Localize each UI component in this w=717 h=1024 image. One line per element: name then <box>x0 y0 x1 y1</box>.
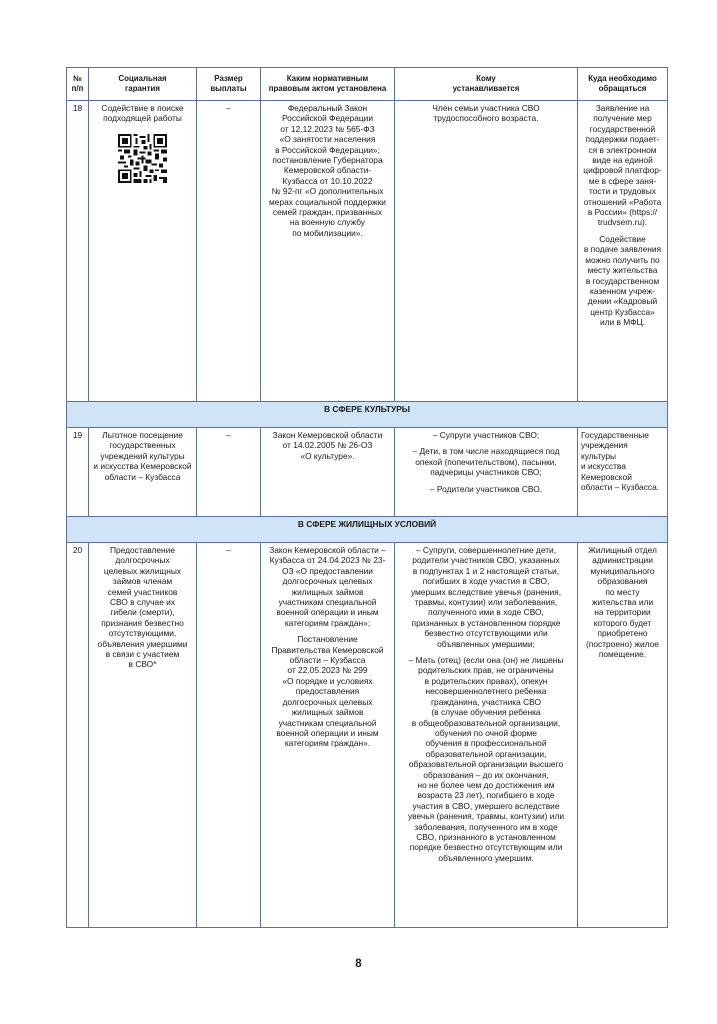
header-guarantee: Социальная гарантия <box>89 68 197 101</box>
where-cell: Государственные учреждения культуры и искусства Кемеровской области – Кузбасса. <box>578 428 668 517</box>
table-header-row <box>67 68 668 101</box>
guarantee-cell <box>89 101 197 402</box>
table-row <box>67 101 668 402</box>
where-cell: Жилищный отдел администрации муниципального образования по месту жительства или на территории которого будет приобретено (построено) жилое помещение. <box>578 543 668 928</box>
social-guarantees-table <box>66 67 668 928</box>
header-num: № п/п <box>67 68 89 101</box>
act-text: Постановление Правительства Кемеровской области – Кузбасса от 22.05.2023 № 299 «О порядке и условиях предоставления долгосрочных целевых жилищных займов участникам специальной военной операции и иным категориям граждан». <box>271 634 384 749</box>
whom-cell: Член семьи участника СВО трудоспособного возраста. <box>395 101 578 402</box>
page-number: 8 <box>355 958 362 970</box>
row-number: 19 <box>67 428 89 517</box>
where-text: Заявление на получение мер государственной поддержки подает- ся в электронном виде на единой цифровой платфор- ме в сфере заня- тости и трудовых отношений «Работа в России» (https:// trudvsem.ru). <box>583 103 662 228</box>
payment-cell: – <box>197 543 261 928</box>
whom-item: – Супруги участников СВО; <box>432 430 540 440</box>
act-cell: Федеральный Закон Российской Федерации от 12.12.2023 № 565-ФЗ «О занятости населения в Российской Федерации»; постановление Губернатора Кемеровской области- Кузбасса от 10.10.2022 № 92-пг «О дополнительных мерах социальной поддержки семей граждан, призванных на военную службу по мобилизации». <box>261 101 395 402</box>
qr-code-icon <box>118 134 167 183</box>
whom-item: – Мать (отец) (если она (он) не лишены родительских прав, не ограничены в родительских правах), опекун несовершеннолетнего ребенка гражданина, участника СВО (в случае обучения ребенка в общеобразовательной организации, обучения по очной форме обучения в профессиональной образовательной организации, образовательной организации высшего образования – до их окончания, но не более чем до достижения им возраста 23 лет), погибшего в ходе участия в СВО, умершего вследствие увечья (ранения, травмы, контузии) или заболевания, полученного им в ходе СВО, признанного в установленном порядке безвестно отсутствующим или объявленного умершим. <box>407 655 565 863</box>
where-cell <box>578 101 668 402</box>
section-header-housing <box>67 517 668 543</box>
row-number: 18 <box>67 101 89 402</box>
row-number: 20 <box>67 543 89 928</box>
guarantee-text: Содействие в поиске подходящей работы <box>101 103 184 124</box>
section-header-culture <box>67 402 668 428</box>
section-title: В СФЕРЕ ЖИЛИЩНЫХ УСЛОВИЙ <box>67 517 668 543</box>
act-cell <box>261 543 395 928</box>
act-text: Закон Кемеровской области – Кузбасса от 24.04.2023 № 23- ОЗ «О предоставлении долгосрочных целевых жилищных займов участникам специальной военной операции и иным категориям граждан»; <box>269 545 386 628</box>
whom-cell <box>395 428 578 517</box>
payment-cell: – <box>197 101 261 402</box>
header-act: Каким нормативным правовым актом установлена <box>261 68 395 101</box>
act-cell: Закон Кемеровской области от 14.02.2005 № 26-ОЗ «О культуре». <box>261 428 395 517</box>
whom-cell <box>395 543 578 928</box>
guarantee-cell: Льготное посещение государственных учреждений культуры и искусства Кемеровской области – Кузбасса <box>89 428 197 517</box>
whom-item: – Родители участников СВО. <box>429 483 543 494</box>
table-row <box>67 543 668 928</box>
where-text: Содействие в подаче заявления можно получить по месту жительства в государственном казенном учреж- дении «Кадровый центр Кузбасса» или в МФЦ. <box>583 233 662 328</box>
header-whom: Кому устанавливается <box>395 68 578 101</box>
table-row <box>67 428 668 517</box>
guarantee-cell: Предоставление долгосрочных целевых жилищных займов членам семей участников СВО в случае их гибели (смерти), признания безвестно отсутствующими, объявления умершими в связи с участием в СВО* <box>89 543 197 928</box>
payment-cell: – <box>197 428 261 517</box>
whom-item: – Супруги, совершеннолетние дети, родители участников СВО, указанных в подпунктах 1 и 2 настоящей статьи, погибших в ходе участия в СВО, умерших вследствие увечья (ранения, травмы, контузии) или заболевания, полученного ими в ходе СВО, признанных в установленном порядке безвестно отсутствующими или объявленных умершими; <box>410 545 562 649</box>
whom-item: – Дети, в том числе находящиеся под опекой (попечительством), пасынки, падчерицы участников СВО; <box>412 446 560 478</box>
header-payment: Размер выплаты <box>197 68 261 101</box>
header-where: Куда необходимо обращаться <box>578 68 668 101</box>
section-title: В СФЕРЕ КУЛЬТУРЫ <box>67 402 668 428</box>
